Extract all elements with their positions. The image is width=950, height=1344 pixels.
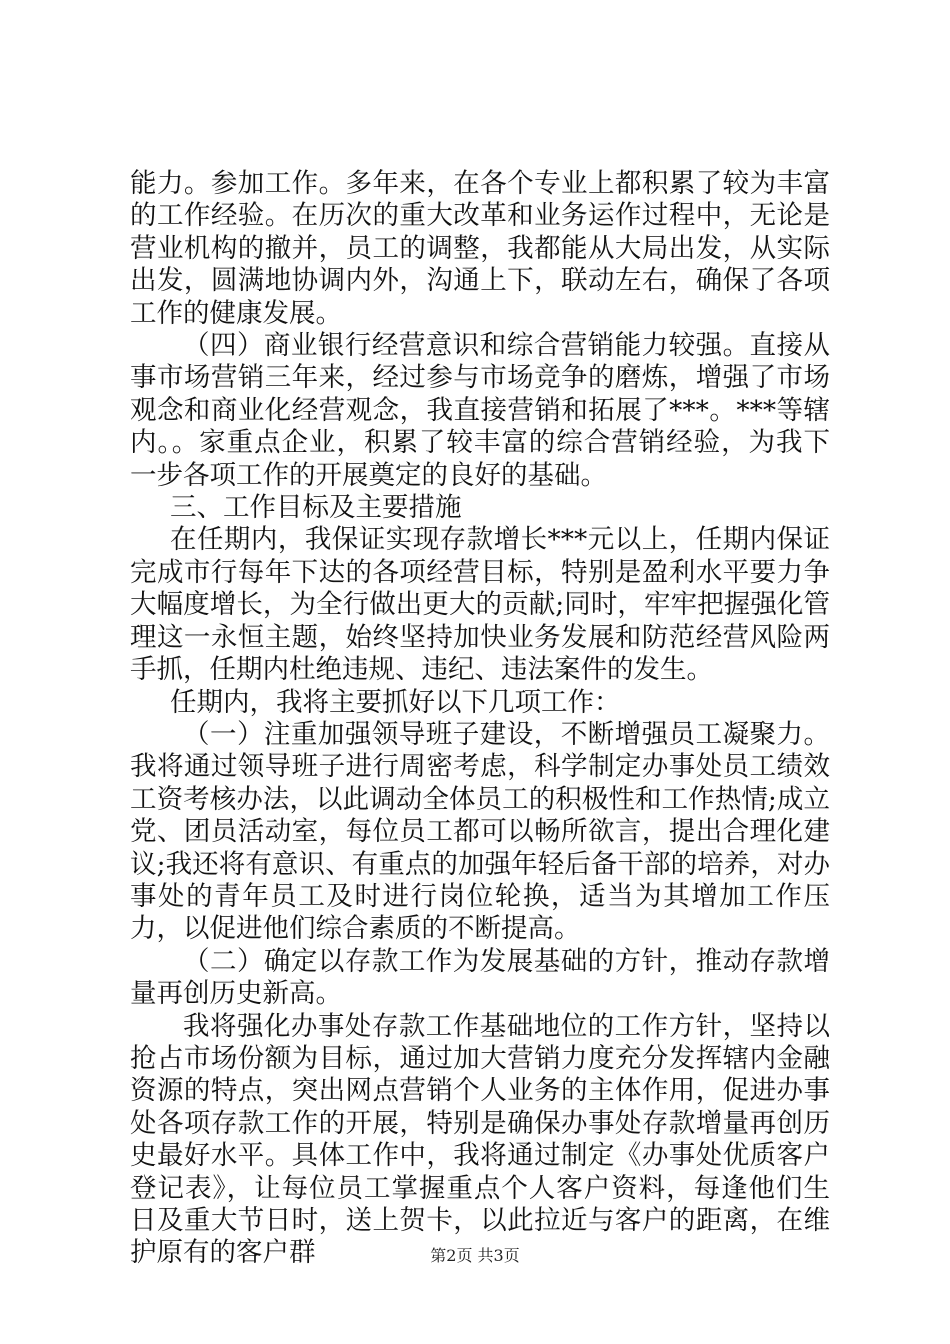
paragraph-1: 能力。参加工作。多年来，在各个专业上都积累了较为丰富的工作经验。在历次的重大改革和业务运作过程中，无论是营业机构的撤并，员工的调整，我都能从大局出发，从实际出发，圆满地协调内外，沟通上下，联动左右，确保了各项工作的健康发展。 bbox=[130, 168, 830, 329]
section-heading-3: 三、工作目标及主要措施 bbox=[170, 492, 462, 524]
page-number: 第2页 共3页 bbox=[430, 1246, 520, 1265]
paragraph-2: （四）商业银行经营意识和综合营销能力较强。直接从事市场营销三年来，经过参与市场竞争的磨炼，增强了市场观念和商业化经营观念，我直接营销和拓展了***。***等辖内。。家重点企业，积累了较丰富的综合营销经验，为我下一步各项工作的开展奠定的良好的基础。 bbox=[130, 330, 830, 491]
document-body bbox=[130, 168, 830, 1270]
page-footer bbox=[0, 1246, 950, 1266]
paragraph-6: （一）注重加强领导班子建设，不断增强员工凝聚力。我将通过领导班子进行周密考虑，科学制定办事处员工绩效工资考核办法，以此调动全体员工的积极性和工作热情;成立党、团员活动室，每位员工都可以畅所欲言，提出合理化建议;我还将有意识、有重点的加强年轻后备干部的培养，对办事处的青年员工及时进行岗位轮换，适当为其增加工作压力，以促进他们综合素质的不断提高。 bbox=[130, 718, 830, 945]
paragraph-7: （二）确定以存款工作为发展基础的方针，推动存款增量再创历史新高。 bbox=[130, 945, 830, 1010]
paragraph-4: 在任期内，我保证实现存款增长***元以上，任期内保证完成市行每年下达的各项经营目标，特别是盈利水平要力争大幅度增长，为全行做出更大的贡献;同时，牢牢把握强化管理这一永恒主题，始终坚持加快业务发展和防范经营风险两手抓，任期内杜绝违规、违纪、违法案件的发生。 bbox=[130, 524, 830, 686]
paragraph-5: 任期内，我将主要抓好以下几项工作： bbox=[170, 686, 621, 718]
paragraph-8: 我将强化办事处存款工作基础地位的工作方针，坚持以抢占市场份额为目标，通过加大营销力度充分发挥辖内金融资源的特点，突出网点营销个人业务的主体作用，促进办事处各项存款工作的开展，特别是确保办事处存款增量再创历史最好水平。具体工作中，我将通过制定《办事处优质客户登记表》，让每位员工掌握重点个人客户资料，每逢他们生日及重大节日时，送上贺卡，以此拉近与客户的距离，在维护原有的客户群 bbox=[130, 1010, 830, 1269]
